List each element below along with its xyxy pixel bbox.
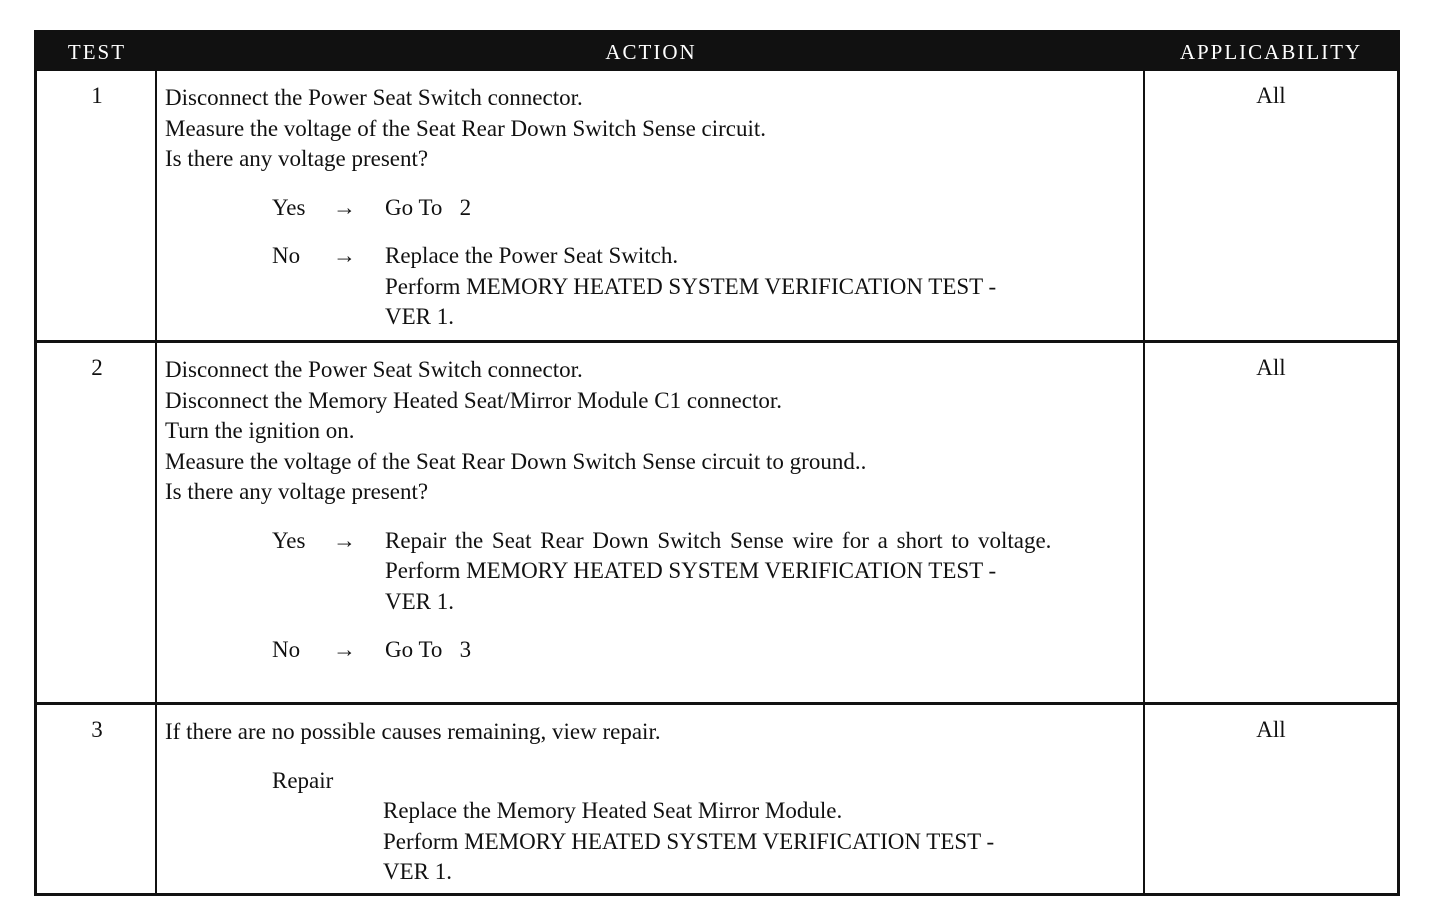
test-number: 2 bbox=[91, 355, 103, 380]
applicability-value: All bbox=[1256, 83, 1286, 108]
branch-label: No bbox=[272, 243, 301, 268]
action-step: Disconnect the Memory Heated Seat/Mirror Module C1 connector. bbox=[165, 387, 783, 413]
header-action: ACTION bbox=[605, 40, 697, 64]
header-applicability: APPLICABILITY bbox=[1179, 40, 1363, 64]
action-step: Is there any voltage present? bbox=[165, 146, 429, 171]
repair-block bbox=[165, 766, 1137, 888]
action-step: Disconnect the Power Seat Switch connector. bbox=[165, 85, 583, 110]
arrow-icon: → bbox=[333, 194, 356, 220]
test-number: 3 bbox=[91, 717, 103, 742]
repair-line: Replace the Memory Heated Seat Mirror Module. bbox=[383, 798, 843, 823]
test-number: 1 bbox=[91, 83, 103, 108]
branch-label: Yes bbox=[272, 194, 306, 220]
branch-no bbox=[165, 635, 1137, 666]
action-step: Turn the ignition on. bbox=[165, 418, 355, 443]
action-step: If there are no possible causes remaining, view repair. bbox=[165, 719, 661, 744]
action-step: Disconnect the Power Seat Switch connector. bbox=[165, 357, 583, 382]
branch-yes bbox=[165, 193, 1137, 224]
table-header bbox=[37, 33, 1397, 71]
repair-line: VER 1. bbox=[383, 859, 452, 884]
branch-no bbox=[165, 241, 1137, 333]
action-step: Is there any voltage present? bbox=[165, 479, 429, 504]
repair-label: Repair bbox=[272, 767, 334, 793]
branch-line: Repair the Seat Rear Down Switch Sense wire for a short to voltage. bbox=[385, 527, 1052, 553]
arrow-icon: → bbox=[333, 527, 356, 553]
branch-yes bbox=[165, 526, 1137, 618]
action-step: Measure the voltage of the Seat Rear Down Switch Sense circuit. bbox=[165, 115, 767, 141]
test-row-2 bbox=[37, 343, 1397, 702]
branch-label: No bbox=[272, 637, 301, 662]
action-cell bbox=[165, 83, 1137, 333]
branch-line: VER 1. bbox=[385, 304, 454, 329]
test-row-1 bbox=[37, 71, 1397, 340]
applicability-value: All bbox=[1256, 717, 1286, 742]
applicability-value: All bbox=[1256, 355, 1286, 380]
arrow-icon: → bbox=[333, 637, 356, 662]
branch-line: Perform MEMORY HEATED SYSTEM VERIFICATION TEST - bbox=[385, 273, 997, 299]
repair-line: Perform MEMORY HEATED SYSTEM VERIFICATION TEST - bbox=[383, 828, 995, 854]
branch-line: Replace the Power Seat Switch. bbox=[385, 243, 679, 268]
branch-line: VER 1. bbox=[385, 588, 454, 614]
arrow-icon: → bbox=[333, 243, 356, 268]
test-row-3 bbox=[37, 705, 1397, 893]
branch-label: Yes bbox=[272, 527, 306, 553]
diagnostic-test-table bbox=[34, 30, 1400, 896]
action-cell bbox=[165, 717, 1137, 888]
branch-line: Go To 2 bbox=[385, 194, 472, 220]
header-test: TEST bbox=[67, 40, 127, 64]
action-step: Measure the voltage of the Seat Rear Down Switch Sense circuit to ground.. bbox=[165, 448, 867, 474]
branch-line: Go To 3 bbox=[385, 637, 472, 662]
branch-line: Perform MEMORY HEATED SYSTEM VERIFICATION TEST - bbox=[385, 558, 997, 583]
action-cell bbox=[165, 355, 1137, 666]
